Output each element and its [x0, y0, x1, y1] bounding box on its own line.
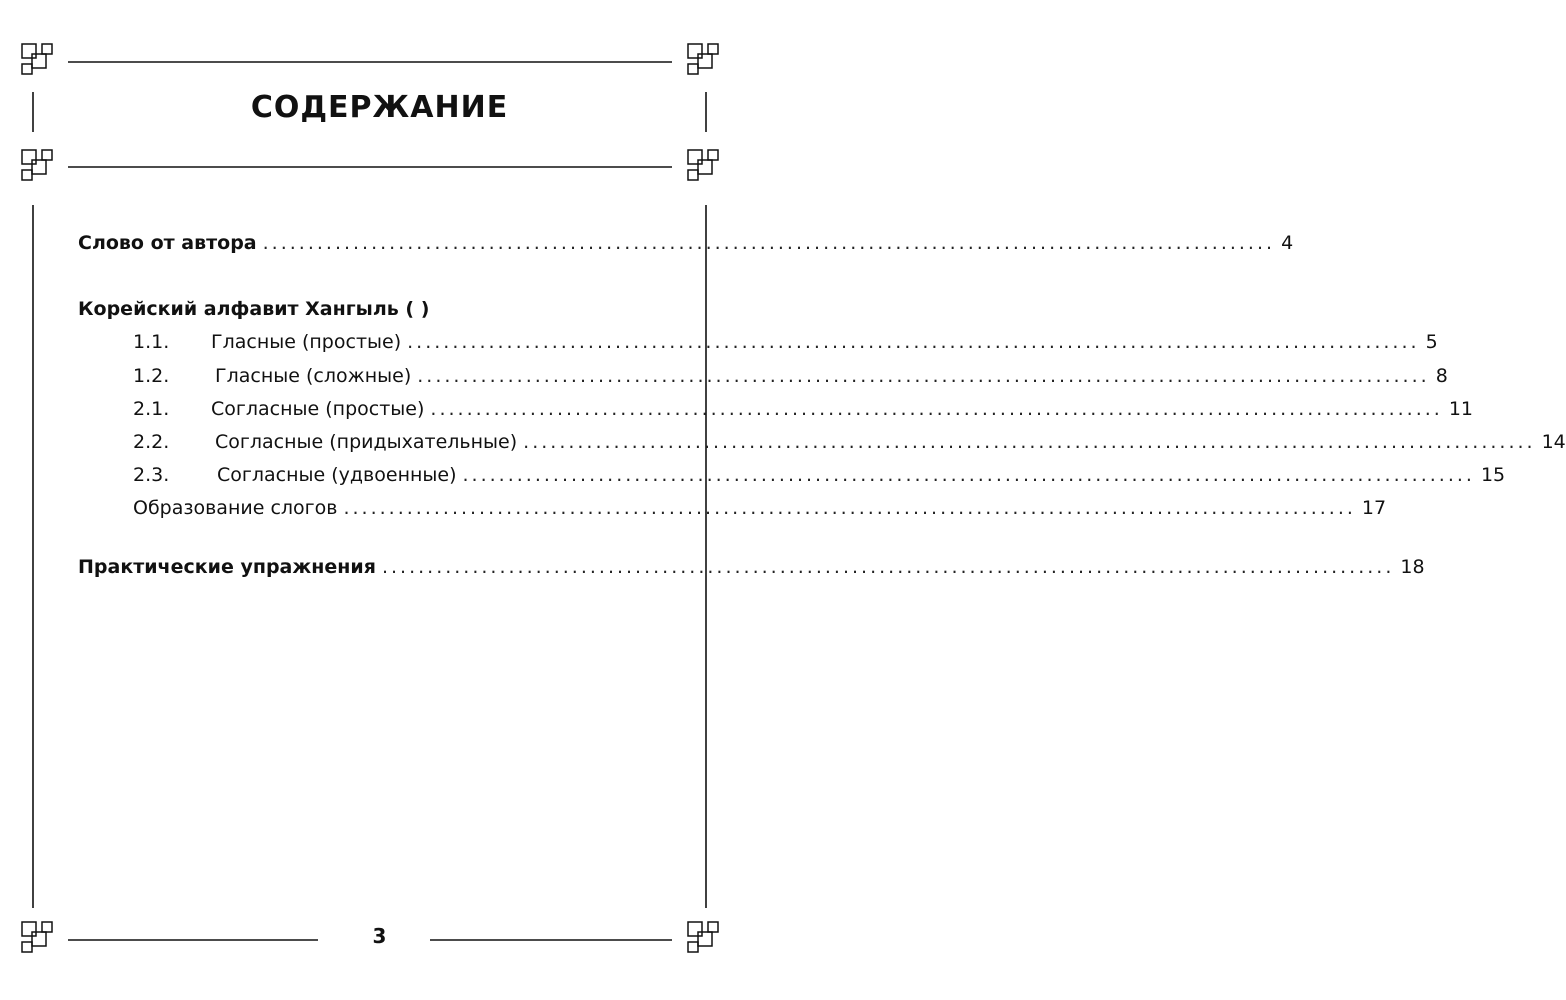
toc-entry[interactable]: [133, 398, 1474, 420]
toc-entry-number: 2.2.: [133, 431, 170, 453]
toc-entry-number: 2.3.: [133, 464, 170, 486]
toc-section-heading[interactable]: Корейский алфавит Хангыль ( ): [78, 298, 430, 320]
toc-entry-syllables[interactable]: [133, 497, 1387, 519]
toc-entry-page: 18: [1400, 556, 1425, 578]
toc-entry-page: 11: [1448, 398, 1474, 420]
page-number: 3: [372, 924, 387, 948]
dot-leader: ................................................................................................................: [462, 464, 1475, 486]
toc-entry-page: 4: [1281, 232, 1294, 254]
toc-entry-label: Гласные (сложные): [215, 365, 412, 387]
toc-entry-label: Слово от автора: [78, 232, 257, 254]
toc-entry-label: Согласные (удвоенные): [217, 464, 457, 486]
toc-entry-number: 1.2.: [133, 365, 170, 387]
dot-leader: ................................................................................................................: [262, 232, 1276, 254]
toc-entry-page: 17: [1361, 497, 1387, 519]
dot-leader: ................................................................................................................: [407, 331, 1420, 353]
toc-entry-number: 1.1.: [133, 331, 170, 353]
dot-leader: ................................................................................................................: [430, 398, 1443, 420]
dot-leader: ................................................................................................................: [381, 556, 1395, 578]
toc-entry-page: 15: [1480, 464, 1506, 486]
toc-entry-author-word[interactable]: [78, 232, 1294, 254]
toc-entry[interactable]: [133, 431, 1566, 453]
dot-leader: ................................................................................................................: [417, 365, 1430, 387]
toc-entry-label: Согласные (простые): [211, 398, 425, 420]
toc-entry-label: Образование слогов: [133, 497, 338, 519]
dot-leader: ................................................................................................................: [343, 497, 1356, 519]
toc-entry[interactable]: [133, 464, 1506, 486]
toc-entry-page: 14: [1541, 431, 1566, 453]
toc-entry-number: 2.1.: [133, 398, 170, 420]
toc-entry-page: 8: [1435, 365, 1448, 387]
toc-entry-label: Согласные (придыхательные): [215, 431, 518, 453]
toc-entry-page: 5: [1425, 331, 1438, 353]
toc-entry[interactable]: [133, 365, 1448, 387]
dot-leader: ................................................................................................................: [523, 431, 1536, 453]
toc-entry-label: Практические упражнения: [78, 556, 376, 578]
toc-entry[interactable]: [133, 331, 1438, 353]
toc-entry-practice[interactable]: [78, 556, 1425, 578]
page-title: СОДЕРЖАНИЕ: [250, 90, 509, 125]
toc-entry-label: Гласные (простые): [211, 331, 402, 353]
